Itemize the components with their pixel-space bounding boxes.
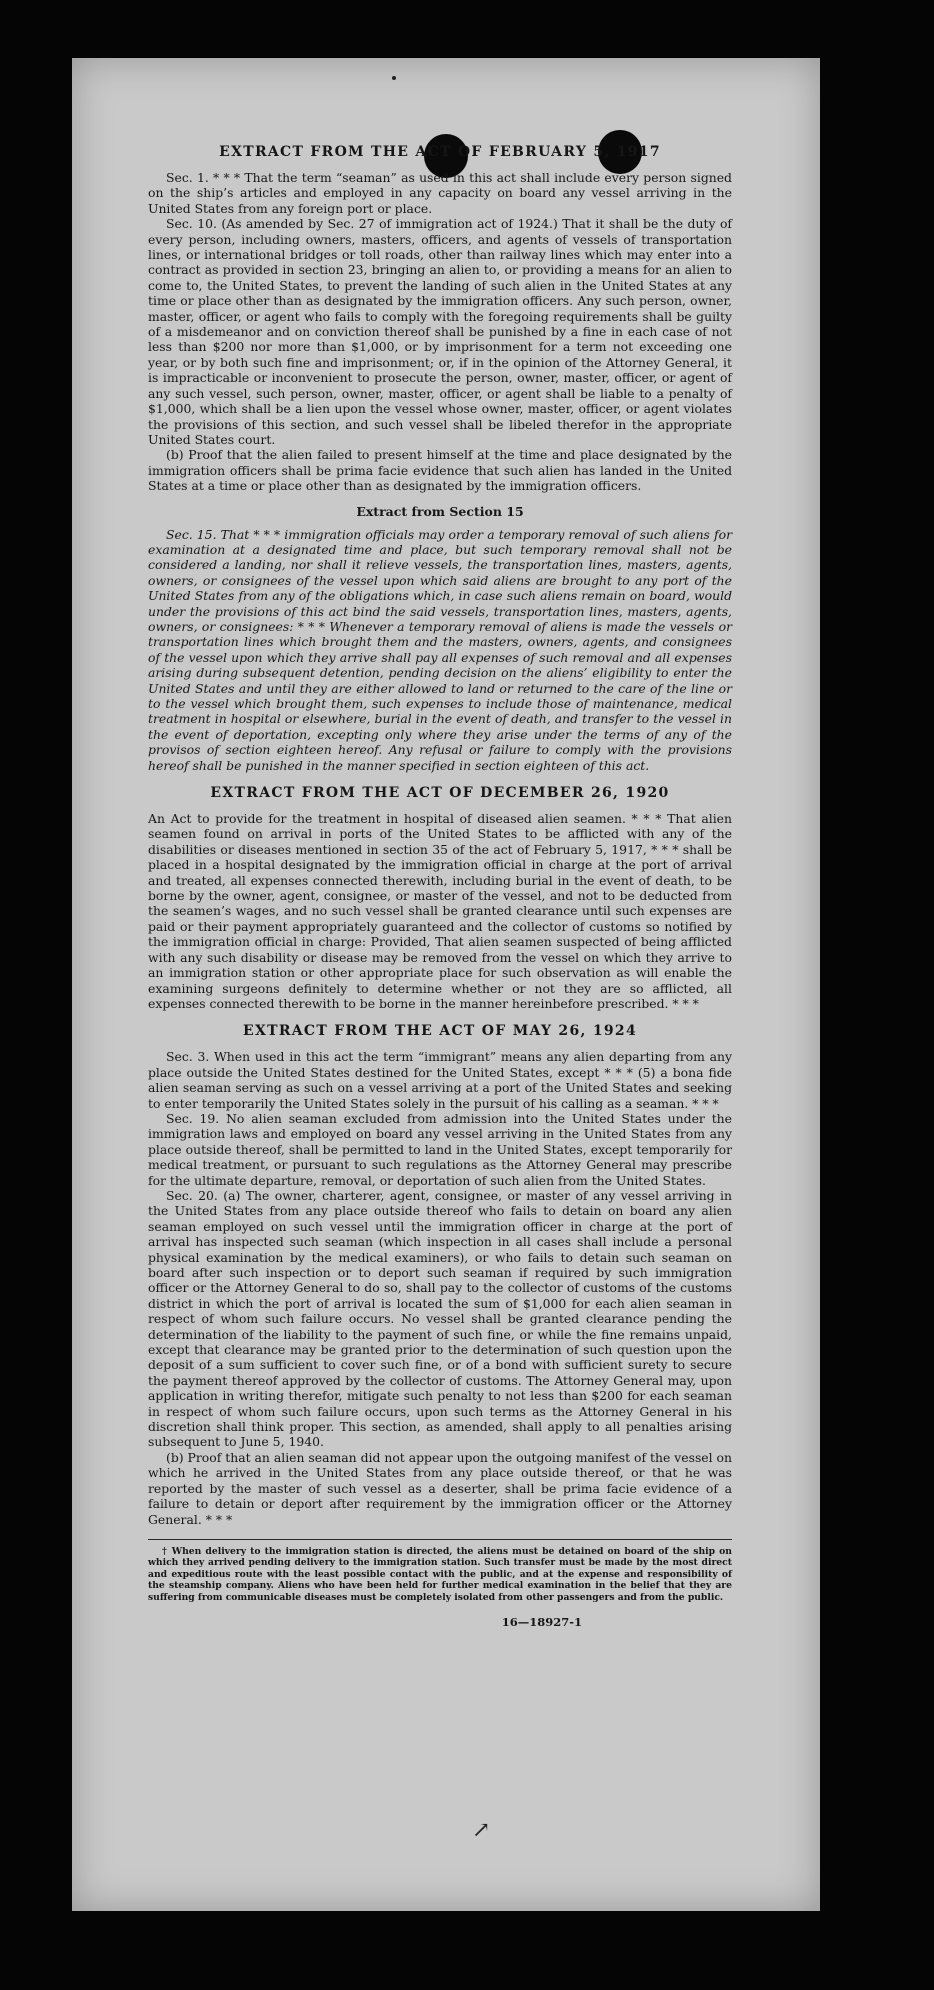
section-3: Sec. 3. When used in this act the term “immigrant” means any alien departing from any place outside the United States destined for the United States, except * * * (5) a bona fide alien seaman serving as such on a vessel arriving at a port of the United States and seeking to enter temporarily the United States solely in the pursuit of his calling as a seaman. * * * <box>148 1049 732 1111</box>
section-15: Sec. 15. That * * * immigration officials may order a temporary removal of such aliens for examination at a designated time and place, but such temporary removal shall not be considered a landing, nor shall it relieve vessels, the transportation lines, masters, agents, owners, or consignees of the vessel upon which said aliens are brought to any port of the United States from any of the obligations which, in case such aliens remain on board, would under the provisions of this act bind the said vessels, transportation lines, masters, agents, owners, or consignees: * * * Whenever a temporary removal of aliens is made the vessels or transportation lines which brought them and the masters, owners, agents, and consignees of the vessel upon which they arrive shall pay all expenses of such removal and all expenses arising during subsequent detention, pending decision on the aliens’ eligibility to enter the United States and until they are either allowed to land or returned to the care of the line or to the vessel which brought them, such expenses to include those of maintenance, medical treatment in hospital or elsewhere, burial in the event of death, and transfer to the vessel in the event of deportation, excepting only where they arise under the terms of any of the provisos of section eighteen hereof. Any refusal or failure to comply with the provisions hereof shall be punished in the manner specified in section eighteen of this act. <box>148 526 732 773</box>
footnote-divider <box>148 1539 732 1540</box>
document-body <box>148 144 732 1629</box>
act-1920-text: An Act to provide for the treatment in hospital of diseased alien seamen. * * * That alien seamen found on arrival in ports of the United States to be afflicted with any of the disabilities or diseases mentioned in section 35 of the act of February 5, 1917, * * * shall be placed in a hospital designated by the immigration official in charge at the port of arrival and treated, all expenses connected therewith, including burial in the event of death, to be borne by the owner, agent, consignee, or master of the vessel, and not to be deducted from the seamen’s wages, and no such vessel shall be granted clearance until such expenses are paid or their payment appropriately guaranteed and the collector of customs so notified by the immigration official in charge: Provided, That alien seamen suspected of being afflicted with any such disability or disease may be removed from the vessel on which they arrive to an immigration station or other appropriate place for such observation as will enable the examining surgeons definitely to determine whether or not they are so afflicted, all expenses connected therewith to be borne in the manner hereinbefore prescribed. * * * <box>148 811 732 1011</box>
footnote: † When delivery to the immigration station is directed, the aliens must be detained on board of the ship on which they arrived pending delivery to the immigration station. Such transfer must be made by the most direct and expeditious route with the least possible contact with the public, and at the expense and responsibility of the steamship company. Aliens who have been held for further medical examination in the belief that they are suffering from communicable diseases must be completely isolated from other passengers and from the public. <box>148 1545 732 1603</box>
heading-act-1924: EXTRACT FROM THE ACT OF MAY 26, 1924 <box>242 1023 638 1040</box>
section-10: Sec. 10. (As amended by Sec. 27 of immigration act of 1924.) That it shall be the duty of every person, including owners, masters, officers, and agents of vessels of transportation lines, or international bridges or toll roads, other than railway lines which may enter into a contract as provided in section 23, bringing an alien to, or providing a means for an alien to come to, the United States, to prevent the landing of such alien in the United States at any time or place other than as designated by the immigration officers. Any such person, owner, master, officer, or agent who fails to comply with the foregoing requirements shall be guilty of a misdemeanor and on conviction thereof shall be punished by a fine in each case of not less than $200 nor more than $1,000, or by imprisonment for a term not exceeding one year, or by both such fine and imprisonment; or, if in the opinion of the Attorney General, it is impracticable or inconvenient to prosecute the person, owner, master, officer, or agent of any such vessel, such person, owner, master, officer, or agent shall be liable to a penalty of $1,000, which shall be a lien upon the vessel whose owner, master, officer, or agent violates the provisions of this section, and such vessel shall be libeled therefor in the appropriate United States court. <box>148 216 732 447</box>
section-1: Sec. 1. * * * That the term “seaman” as used in this act shall include every person signed on the ship’s articles and employed in any capacity on board any vessel arriving in the United States from any foreign port or place. <box>148 170 732 216</box>
dust-speck <box>392 76 396 80</box>
heading-act-1920: EXTRACT FROM THE ACT OF DECEMBER 26, 1920 <box>210 785 670 802</box>
section-20: Sec. 20. (a) The owner, charterer, agent, consignee, or master of any vessel arriving in the United States from any place outside thereof who fails to detain on board any alien seaman employed on such vessel until the immigration officer in charge at the port of arrival has inspected such seaman (which inspection in all cases shall include a personal physical examination by the medical examiners), or who fails to detain such seaman on board after such inspection or to deport such seaman if required by such immigration officer or the Attorney General to do so, shall pay to the collector of customs of the customs district in which the port of arrival is located the sum of $1,000 for each alien seaman in respect of whom such failure occurs. No vessel shall be granted clearance pending the determination of the liability to the payment of such fine, or while the fine remains unpaid, except that clearance may be granted prior to the determination of such question upon the deposit of a sum sufficient to cover such fine, or of a bond with sufficient surety to secure the payment thereof approved by the collector of customs. The Attorney General may, upon application in writing therefor, mitigate such penalty to not less than $200 for each seaman in respect of whom such failure occurs, upon such terms as the Attorney General in his discretion shall think proper. This section, as amended, shall apply to all penalties arising subsequent to June 5, 1940. <box>148 1187 732 1450</box>
heading-act-1917: EXTRACT FROM THE ACT OF FEBRUARY 5, 1917 <box>219 144 661 160</box>
form-number: 16—18927-1 <box>501 1614 582 1629</box>
section-20-b: (b) Proof that an alien seaman did not appear upon the outgoing manifest of the vessel on which he arrived in the United States from any place outside thereof, or that he was reported by the master of such vessel as a deserter, shall be prima facie evidence of a failure to detain or deport after requirement by the immigration officer or the Attorney General. * * * <box>148 1449 732 1527</box>
document-page <box>72 58 820 1911</box>
section-10-b: (b) Proof that the alien failed to present himself at the time and place designated by the immigration officers shall be prima facie evidence that such alien has landed in the United States at a time or place other than as designated by the immigration officers. <box>148 447 732 494</box>
pen-mark: ↗ <box>472 1818 491 1843</box>
section-19: Sec. 19. No alien seaman excluded from admission into the United States under the immigration laws and employed on board any vessel arriving in the United States from any place outside thereof, shall be permitted to land in the United States, except temporarily for medical treatment, or pursuant to such regulations as the Attorney General may prescribe for the ultimate departure, removal, or deportation of such alien from the United States. <box>148 1110 732 1188</box>
subheading-section-15: Extract from Section 15 <box>356 503 524 519</box>
